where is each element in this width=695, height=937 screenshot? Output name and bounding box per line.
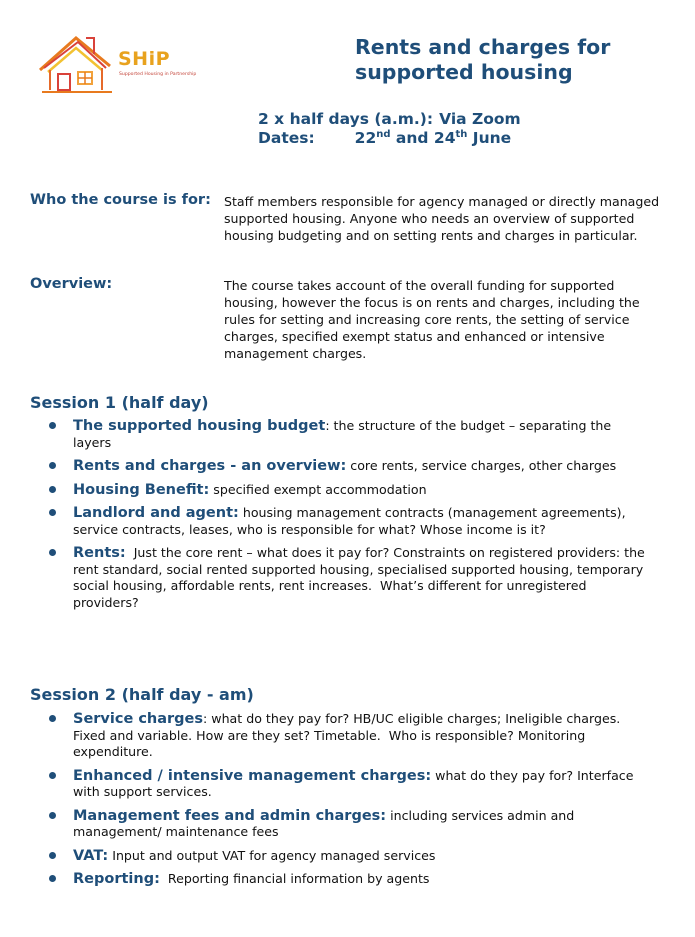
item-text: Just the core rent – what does it pay for? Constraints on registered providers: the rent standard, social rented supported housing, specialised supported housing, temporary social housing, affordable rents, rent increases. What’s different for unregistered providers? bbox=[73, 545, 649, 610]
dates-value bbox=[355, 129, 511, 147]
date1-day: 22 bbox=[354, 129, 377, 147]
bullet-icon bbox=[49, 462, 56, 469]
item-title: Rents: bbox=[73, 545, 126, 561]
date-month: June bbox=[467, 129, 512, 147]
dates-label: Dates: bbox=[258, 129, 315, 147]
session1-heading: Session 1 (half day) bbox=[30, 393, 209, 412]
logo-tagline: Supported Housing in Partnership bbox=[119, 72, 197, 77]
date2-suffix: th bbox=[455, 129, 468, 140]
item-title: The supported housing budget bbox=[73, 418, 326, 434]
course-meta bbox=[258, 110, 521, 148]
list-item bbox=[45, 848, 645, 865]
format-value: Via Zoom bbox=[439, 110, 521, 128]
item-text: core rents, service charges, other charges bbox=[346, 458, 617, 473]
bullet-icon bbox=[49, 486, 56, 493]
list-item bbox=[45, 768, 645, 801]
bullet-icon bbox=[49, 715, 56, 722]
item-title: VAT: bbox=[73, 847, 109, 864]
session2-heading: Session 2 (half day - am) bbox=[30, 685, 254, 704]
bullet-icon bbox=[49, 422, 56, 429]
dates-row bbox=[258, 129, 521, 148]
item-text: specified exempt accommodation bbox=[209, 481, 427, 497]
item-text: Reporting financial information by agents bbox=[159, 871, 430, 886]
house-logo-icon bbox=[36, 28, 196, 98]
overview-label: Overview: bbox=[30, 276, 113, 292]
list-item bbox=[45, 808, 645, 841]
overview-text: The course takes account of the overall funding for supported housing, however the focus is on rents and charges, including the rules for setting and increasing core rents, the setting of service charges, specified exempt status and enhanced or intensive management charges. bbox=[224, 278, 640, 361]
item-title: Enhanced / intensive management charges: bbox=[73, 767, 432, 784]
item-title: Reporting: bbox=[73, 871, 160, 887]
format-label: 2 x half days (a.m.): bbox=[258, 110, 434, 128]
bullet-icon bbox=[49, 549, 56, 556]
bullet-icon bbox=[49, 772, 56, 779]
item-text: Input and output VAT for agency managed services bbox=[108, 847, 436, 863]
list-item bbox=[45, 711, 645, 761]
item-text: including services admin and management/ maintenance fees bbox=[73, 807, 575, 839]
item-text: : the structure of the budget – separating the layers bbox=[73, 418, 612, 450]
list-item bbox=[45, 505, 645, 538]
logo-name: SHiP bbox=[118, 48, 171, 70]
item-text: : what do they pay for? HB/UC eligible charges; Ineligible charges. Fixed and variable. How are they set? Timetable. Who is responsible? Monitoring expenditure. bbox=[73, 711, 629, 759]
session2-list bbox=[45, 711, 645, 888]
list-item bbox=[45, 418, 645, 451]
page-title: Rents and charges for supported housing bbox=[355, 35, 611, 84]
item-text: housing management contracts (management agreements), service contracts, leases, who is responsible for what? Whose income is it? bbox=[73, 505, 626, 537]
list-item bbox=[45, 871, 645, 888]
bullet-icon bbox=[49, 812, 56, 819]
item-text: what do they pay for? Interface with support services. bbox=[73, 767, 634, 799]
session1-list bbox=[45, 418, 649, 611]
item-title: Landlord and agent: bbox=[73, 505, 239, 521]
list-item bbox=[45, 545, 649, 611]
item-title: Management fees and admin charges: bbox=[73, 807, 387, 824]
date2-day: 24 bbox=[433, 129, 456, 147]
date1-suffix: nd bbox=[376, 129, 391, 140]
who-label: Who the course is for: bbox=[30, 192, 211, 208]
who-text: Staff members responsible for agency managed or directly managed supported housing. Anyone who needs an overview of supported housing budgeting and on setting rents and charges in particular. bbox=[224, 194, 660, 243]
item-title: Rents and charges - an overview: bbox=[73, 458, 347, 474]
format-row bbox=[258, 110, 521, 129]
date-and: and bbox=[390, 129, 434, 147]
list-item bbox=[45, 482, 645, 499]
item-title: Housing Benefit: bbox=[73, 481, 210, 498]
bullet-icon bbox=[49, 509, 56, 516]
list-item bbox=[45, 458, 645, 475]
bullet-icon bbox=[49, 875, 56, 882]
item-title: Service charges bbox=[73, 711, 204, 727]
bullet-icon bbox=[49, 852, 56, 859]
